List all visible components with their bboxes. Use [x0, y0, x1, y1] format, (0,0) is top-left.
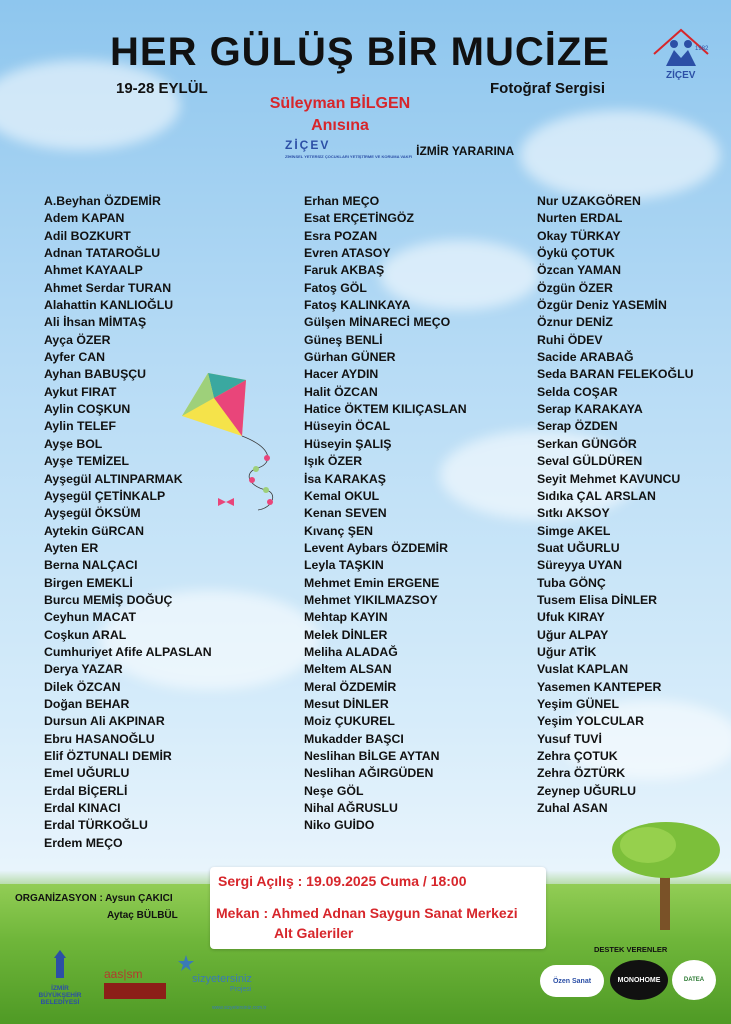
- participant-name: Evren ATASOY: [304, 246, 391, 261]
- memorial-block: [250, 93, 430, 137]
- participant-name: Adil BOZKURT: [44, 228, 131, 243]
- participant-name: A.Beyhan ÖZDEMİR: [44, 194, 161, 208]
- participant-name: Sıdıka ÇAL ARSLAN: [537, 488, 656, 503]
- participant-name: Uğur ALPAY: [537, 627, 609, 642]
- participant-name: Aykut FIRAT: [44, 384, 117, 399]
- participant-name: Cumhuriyet Afife ALPASLAN: [44, 644, 212, 659]
- participant-name: Ayça ÖZER: [44, 332, 111, 347]
- participant-name: Meliha ALADAĞ: [304, 644, 398, 659]
- participant-name: Kemal OKUL: [304, 488, 380, 503]
- zicev-mini-logo-text: ZİÇEV: [285, 138, 331, 152]
- participant-name: Güneş BENLİ: [304, 332, 383, 347]
- participant-name: Leyla TAŞKIN: [304, 558, 384, 573]
- participant-name: Hüseyin ŞALIŞ: [304, 436, 392, 451]
- participant-name: Doğan BEHAR: [44, 696, 130, 711]
- zicev-figure-icon: [684, 40, 692, 48]
- participant-name: Esat ERÇETİNGÖZ: [304, 211, 415, 226]
- participant-name: Öznur DENİZ: [537, 315, 613, 330]
- participant-name: Kıvanç ŞEN: [304, 523, 374, 538]
- exhibition-dates: 19-28 EYLÜL: [116, 80, 208, 97]
- participant-name: Berna NALÇACI: [44, 558, 138, 573]
- sizyetersiniz-text: sizyetersiniz: [192, 973, 252, 985]
- supporters-label: DESTEK VERENLER: [594, 945, 668, 954]
- aassm-logo-bar: [104, 983, 166, 999]
- names-column-3: [537, 193, 693, 817]
- beneficiary-text: İZMİR YARARINA: [416, 144, 515, 158]
- participant-name: Ufuk KIRAY: [537, 610, 605, 625]
- organization-second: Aytaç BÜLBÜL: [107, 910, 178, 921]
- monohome-logo: MONOHOME: [610, 960, 668, 1000]
- sizyetersiniz-sub: Projesi: [230, 986, 252, 993]
- zicev-logo: [646, 22, 716, 92]
- participant-name: Ayşegül ÖKSÜM: [44, 506, 141, 521]
- participant-name: Gülşen MİNARECİ MEÇO: [304, 315, 451, 330]
- tree-trunk-icon: [660, 870, 670, 930]
- zicev-mini-logo: [285, 140, 412, 162]
- participant-name: Serap KARAKAYA: [537, 402, 643, 417]
- zicev-people-icon: [666, 50, 696, 66]
- participant-name: Ruhi ÖDEV: [537, 332, 603, 347]
- participant-name: Öykü ÇOTUK: [537, 246, 615, 261]
- participant-name: Hacer AYDIN: [304, 367, 379, 382]
- participant-name: Kenan SEVEN: [304, 506, 387, 521]
- participant-name: Neşe GÖL: [304, 783, 364, 798]
- participant-name: Süreyya UYAN: [537, 558, 622, 573]
- participant-name: Serap ÖZDEN: [537, 419, 618, 434]
- sizyetersiniz-logo: [178, 955, 283, 1015]
- memorial-label: Anısına: [311, 117, 369, 134]
- participant-name: Erdal BİÇERLİ: [44, 783, 128, 798]
- participant-name: Nihal AĞRUSLU: [304, 801, 398, 816]
- participant-name: Faruk AKBAŞ: [304, 263, 385, 278]
- participant-name: Dilek ÖZCAN: [44, 679, 121, 694]
- participant-name: Ceyhun MACAT: [44, 610, 136, 625]
- participant-name: Ahmet KAYAALP: [44, 263, 143, 278]
- participant-name: Aylin COŞKUN: [44, 402, 131, 417]
- participant-name: Mehmet Emin ERGENE: [304, 575, 440, 590]
- participant-name: Ebru HASANOĞLU: [44, 731, 155, 746]
- cloud: [520, 110, 720, 200]
- participant-name: Birgen EMEKLİ: [44, 575, 133, 590]
- clock-tower-icon: [50, 950, 70, 980]
- aassm-logo-text: aas|sm: [104, 967, 143, 981]
- participant-name: Mehmet YIKILMAZSOY: [304, 592, 438, 607]
- participant-name: Suat UĞURLU: [537, 540, 620, 555]
- participant-name: Işık ÖZER: [304, 454, 363, 469]
- participant-name: Coşkun ARAL: [44, 627, 127, 642]
- participant-name: Seyit Mehmet KAVUNCU: [537, 471, 681, 486]
- participant-name: Tuba GÖNÇ: [537, 575, 606, 590]
- participant-name: Hatice ÖKTEM KILIÇASLAN: [304, 402, 467, 417]
- izmir-municipality-logo: [30, 950, 90, 1015]
- participant-name: Ayşegül ÇETİNKALP: [44, 488, 166, 503]
- participant-name: Simge AKEL: [537, 523, 611, 538]
- participant-name: Yusuf TUVİ: [537, 731, 602, 746]
- tree-illustration: [608, 815, 728, 935]
- venue-sub-info: Alt Galeriler: [274, 925, 354, 941]
- participant-name: Ahmet Serdar TURAN: [44, 280, 172, 295]
- participant-name: Fatoş KALINKAYA: [304, 298, 411, 313]
- participant-name: Yeşim YOLCULAR: [537, 714, 645, 729]
- names-column-1: [44, 193, 212, 852]
- participant-name: Ayşe BOL: [44, 436, 103, 451]
- participant-name: Yasemen KANTEPER: [537, 679, 662, 694]
- participant-name: Ayten ER: [44, 540, 99, 555]
- exhibition-info-box: [210, 867, 546, 949]
- participant-name: Erdal TÜRKOĞLU: [44, 818, 148, 833]
- participant-name: Ayşegül ALTINPARMAK: [44, 471, 183, 486]
- participant-name: Dursun Ali AKPINAR: [44, 714, 165, 729]
- participant-name: Nurten ERDAL: [537, 211, 623, 226]
- participant-name: Özgür Deniz YASEMİN: [537, 298, 667, 313]
- participant-name: Neslihan BİLGE AYTAN: [304, 749, 440, 763]
- participant-name: Adem KAPAN: [44, 211, 125, 226]
- participant-name: Zuhal ASAN: [537, 801, 608, 816]
- participant-name: Seval GÜLDÜREN: [537, 454, 643, 469]
- participant-name: Esra POZAN: [304, 228, 378, 243]
- participant-name: Emel UĞURLU: [44, 766, 130, 781]
- participant-name: Levent Aybars ÖZDEMİR: [304, 540, 448, 555]
- participant-name: Derya YAZAR: [44, 662, 123, 677]
- participant-name: Yeşim GÜNEL: [537, 696, 620, 711]
- participant-name: Aylin TELEF: [44, 419, 116, 434]
- participant-name: Fatoş GÖL: [304, 280, 367, 295]
- organization-label: ORGANİZASYON : Aysun ÇAKICI: [15, 893, 173, 904]
- participant-name: Meltem ALSAN: [304, 662, 392, 677]
- participant-name: Zeynep UĞURLU: [537, 783, 637, 798]
- izmir-logo-text: İZMİR BÜYÜKŞEHİR BELEDİYESİ: [38, 985, 82, 1006]
- zicev-mini-logo-subtext: ZİHİNSEL YETERSİZ ÇOCUKLARI YETİŞTİRME VE KORUMA VAKFI: [285, 154, 413, 159]
- sizyetersiniz-url: www.sizyetersiniz.com.tr: [212, 1005, 267, 1011]
- participant-name: Ali İhsan MİMTAŞ: [44, 315, 147, 330]
- participant-name: Meral ÖZDEMİR: [304, 679, 397, 694]
- participant-name: Zehra ÖZTÜRK: [537, 766, 626, 781]
- participant-name: Vuslat KAPLAN: [537, 662, 629, 677]
- participant-name: Aytekin GüRCAN: [44, 523, 144, 538]
- participant-name: Serkan GÜNGÖR: [537, 436, 637, 451]
- participant-name: Ayşe TEMİZEL: [44, 454, 129, 469]
- participant-name: Mesut DİNLER: [304, 696, 389, 711]
- kite-tail-bead-icon: [249, 477, 255, 483]
- participant-name: Gürhan GÜNER: [304, 350, 396, 365]
- zicev-logo-text: ZİÇEV: [666, 70, 696, 81]
- participant-name: Mukadder BAŞCI: [304, 731, 404, 746]
- participant-name: Okay TÜRKAY: [537, 228, 621, 243]
- participant-name: Elif ÖZTUNALI DEMİR: [44, 749, 172, 763]
- zicev-year: 1982: [695, 46, 709, 52]
- kite-tail-bead-icon: [264, 455, 270, 461]
- participant-name: Erdal KINACI: [44, 801, 121, 816]
- tree-canopy-icon: [620, 827, 676, 863]
- ozen-sanat-logo: Özen Sanat: [540, 965, 604, 997]
- participant-name: Tusem Elisa DİNLER: [537, 592, 658, 607]
- participant-name: Mehtap KAYIN: [304, 610, 388, 625]
- kite-bow-icon: [218, 498, 234, 506]
- kite-tail-bead-icon: [263, 487, 269, 493]
- participant-name: Erhan MEÇO: [304, 194, 380, 208]
- participant-name: Seda BARAN FELEKOĞLU: [537, 367, 694, 382]
- exhibition-subtitle: Fotoğraf Sergisi: [490, 80, 606, 97]
- participant-name: Özcan YAMAN: [537, 263, 622, 278]
- star-icon: [178, 955, 194, 971]
- participant-name: Neslihan AĞIRGÜDEN: [304, 766, 434, 781]
- participant-name: Melek DİNLER: [304, 627, 388, 642]
- beneficiary-line: [285, 140, 514, 162]
- participant-name: Özgün ÖZER: [537, 280, 613, 295]
- participant-name: Uğur ATİK: [537, 644, 597, 659]
- participant-name: Sacide ARABAĞ: [537, 350, 634, 365]
- opening-info: Sergi Açılış : 19.09.2025 Cuma / 18:00: [218, 873, 467, 889]
- participant-name: Adnan TATAROĞLU: [44, 246, 161, 261]
- participant-name: Erdem MEÇO: [44, 835, 123, 850]
- participant-name: Zehra ÇOTUK: [537, 749, 618, 763]
- participant-name: Selda COŞAR: [537, 384, 618, 399]
- venue-info: Mekan : Ahmed Adnan Saygun Sanat Merkezi: [216, 905, 518, 921]
- participant-name: Sıtkı AKSOY: [537, 506, 610, 521]
- kite-tail-bead-icon: [253, 466, 259, 472]
- kite-tail-bead-icon: [267, 499, 273, 505]
- kite-string-icon: [242, 436, 273, 510]
- aassm-logo: [104, 967, 166, 1011]
- participant-name: Niko GUİDO: [304, 818, 375, 833]
- datea-logo: DATEA: [672, 960, 716, 1000]
- kite-illustration: [178, 368, 278, 518]
- participant-name: Ayfer CAN: [44, 350, 106, 365]
- participant-name: İsa KARAKAŞ: [304, 471, 386, 486]
- memorial-name: Süleyman BİLGEN: [269, 95, 411, 112]
- poster-title: HER GÜLÜŞ BİR MUCİZE: [110, 30, 610, 74]
- participant-name: Burcu MEMİŞ DOĞUÇ: [44, 592, 173, 607]
- zicev-figure-icon: [670, 40, 678, 48]
- participant-name: Hüseyin ÖCAL: [304, 419, 391, 434]
- names-column-2: [304, 193, 467, 835]
- participant-name: Ayhan BABUŞÇU: [44, 367, 147, 382]
- participant-name: Moiz ÇUKUREL: [304, 714, 395, 729]
- participant-name: Nur UZAKGÖREN: [537, 194, 641, 208]
- participant-name: Halit ÖZCAN: [304, 384, 378, 399]
- participant-name: Alahattin KANLIOĞLU: [44, 298, 174, 313]
